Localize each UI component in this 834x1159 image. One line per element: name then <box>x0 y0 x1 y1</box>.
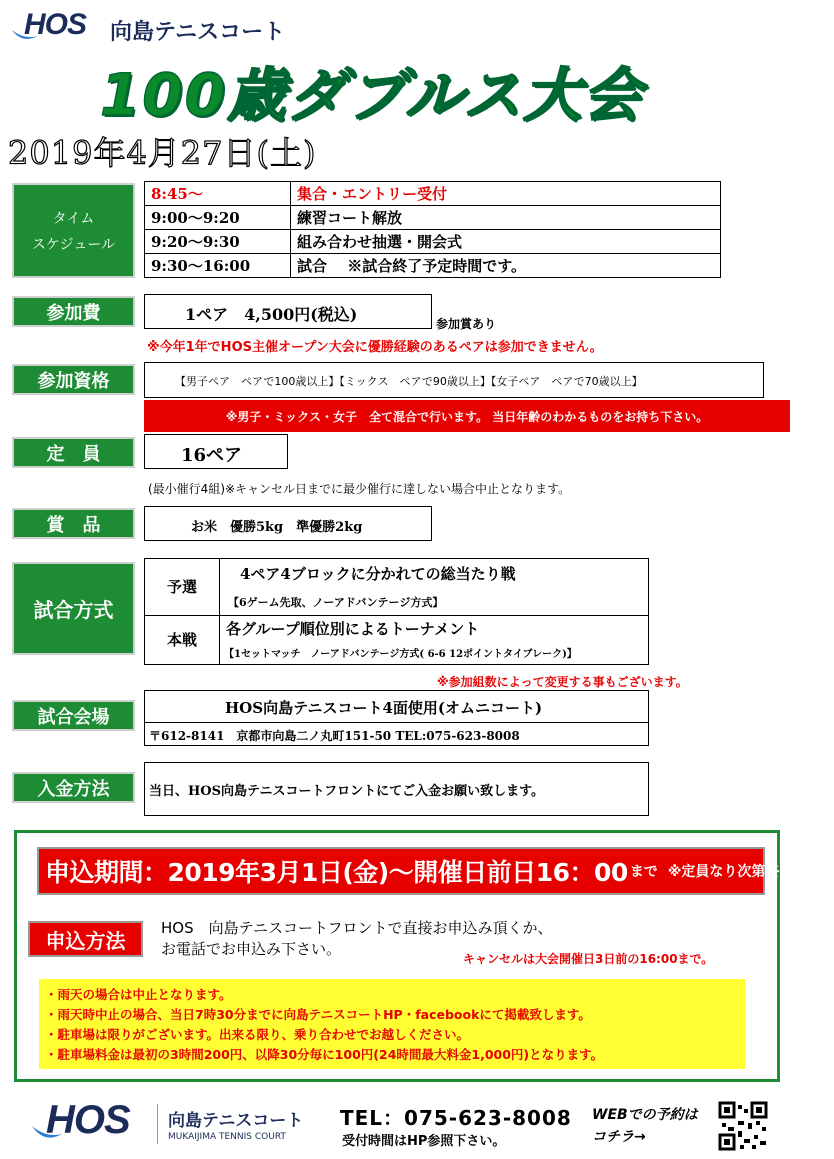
application-period: 申込期間：2019年3月1日(金)～開催日前日16：00 <box>45 858 628 887</box>
fee-warning: ※今年1年でHOS主催オープン大会に優勝経験のあるペアは参加できません。 <box>147 340 603 355</box>
format-stage: 予選 <box>145 559 220 616</box>
schedule-time: 9:30～16:00 <box>145 254 291 278</box>
schedule-desc: 集合・エントリー受付 <box>291 182 721 206</box>
schedule-label-line2: スケジュール <box>31 236 116 253</box>
venue-label: 試合会場 <box>12 700 135 731</box>
format-label: 試合方式 <box>12 562 135 655</box>
eligibility-value: 【男子ペア ペアで100歳以上】【ミックス ペアで90歳以上】【女子ペア ペアで70歳以上】 <box>144 362 764 398</box>
application-method-line1: HOS 向島テニスコートフロントで直接お申込み頂くか、 <box>161 919 553 937</box>
application-method-line2: お電話でお申込み下さい。 <box>161 940 342 958</box>
schedule-desc: 練習コート解放 <box>291 206 721 230</box>
footer-web-line1: WEBでの予約は <box>592 1107 698 1123</box>
application-period-banner <box>37 847 834 895</box>
capacity-note: (最小催行4組)※キャンセル日までに最少催行に達しない場合中止となります。 <box>148 482 571 496</box>
payment-value: 当日、HOS向島テニスコートフロントにてご入金お願い致します。 <box>144 762 649 816</box>
venue-box <box>144 690 649 746</box>
venue-name: 向島テニスコート <box>110 20 286 45</box>
notice-item: ・駐車場は限りがございます。出来る限り、乗り合わせでお越しください。 <box>45 1027 470 1042</box>
application-period-suffix: まで <box>629 864 658 880</box>
prize-value: お米 優勝5kg 準優勝2kg <box>144 506 432 541</box>
application-notices <box>39 979 745 1069</box>
fee-value: 1ペア 4,500円(税込) <box>144 294 432 329</box>
format-row <box>145 615 649 664</box>
schedule-row <box>145 230 721 254</box>
event-date: 2019年4月27日(土) <box>8 134 317 172</box>
application-box <box>14 830 834 1082</box>
format-table <box>144 558 649 665</box>
fee-label: 参加費 <box>12 296 135 327</box>
schedule-desc: 試合 ※試合終了予定時間です。 <box>291 254 721 278</box>
format-sub: 【6ゲーム先取、ノーアドバンテージ方式】 <box>228 596 444 609</box>
capacity-label: 定 員 <box>12 437 135 468</box>
schedule-row <box>145 254 721 278</box>
footer-web-line2: コチラ→ <box>592 1129 646 1145</box>
venue-value: HOS向島テニスコート4面使用(オムニコート) <box>225 699 543 717</box>
schedule-desc: 組み合わせ抽選・開会式 <box>291 230 721 254</box>
schedule-label <box>12 183 135 278</box>
footer-venue-name: 向島テニスコート <box>168 1111 304 1131</box>
schedule-time: 9:00～9:20 <box>145 206 291 230</box>
footer-logo-text: HOS <box>46 1098 130 1142</box>
format-note: ※参加組数によって変更する事もございます。 <box>437 675 688 689</box>
format-main: 各グループ順位別によるトーナメント <box>226 619 480 638</box>
application-method-label: 申込方法 <box>28 921 143 957</box>
format-row <box>145 559 649 616</box>
application-period-note: ※定員なり次第終了です。 <box>667 864 834 880</box>
venue-address: 〒612-8141 京都市向島二ノ丸町151-50 TEL:075-623-8008 <box>149 729 520 743</box>
schedule-table <box>144 181 721 278</box>
schedule-time: 8:45～ <box>145 182 291 206</box>
eligibility-note: ※男子・ミックス・女子 全て混合で行います。 当日年齢のわかるものをお持ち下さい。 <box>144 400 790 432</box>
schedule-row <box>145 182 721 206</box>
footer-venue-en: MUKAIJIMA TENNIS COURT <box>168 1132 286 1142</box>
schedule-label-line1: タイム <box>52 210 95 227</box>
footer-logo <box>30 1100 320 1150</box>
schedule-row <box>145 206 721 230</box>
format-main: 4ペア4ブロックに分かれての総当たり戦 <box>240 565 516 583</box>
header-logo <box>10 8 330 44</box>
fee-side-note: 参加賞あり <box>436 317 497 331</box>
format-sub: 【1セットマッチ ノーアドバンテージ方式( 6-6 12ポイントタイブレーク)】 <box>224 648 577 660</box>
qr-code-icon[interactable] <box>718 1101 768 1151</box>
event-title: 100歳ダブルス大会 <box>100 61 644 129</box>
format-stage: 本戦 <box>145 615 220 664</box>
logo-text: HOS <box>24 8 87 41</box>
capacity-value: 16ペア <box>144 434 288 469</box>
eligibility-label: 参加資格 <box>12 364 135 395</box>
application-cancel-note: キャンセルは大会開催日3日前の16:00まで。 <box>463 952 714 966</box>
footer-hours: 受付時間はHP参照下さい。 <box>342 1134 506 1149</box>
prize-label: 賞 品 <box>12 508 135 539</box>
notice-item: ・雨天の場合は中止となります。 <box>45 987 232 1002</box>
footer-tel: TEL：075-623-8008 <box>340 1106 572 1130</box>
payment-label: 入金方法 <box>12 772 135 803</box>
notice-item: ・駐車場料金は最初の3時間200円、以降30分毎に100円(24時間最大料金1,000円)となります。 <box>45 1047 604 1062</box>
schedule-time: 9:20～9:30 <box>145 230 291 254</box>
notice-item: ・雨天時中止の場合、当日7時30分までに向島テニスコートHP・facebookにて掲載致します。 <box>45 1007 591 1022</box>
